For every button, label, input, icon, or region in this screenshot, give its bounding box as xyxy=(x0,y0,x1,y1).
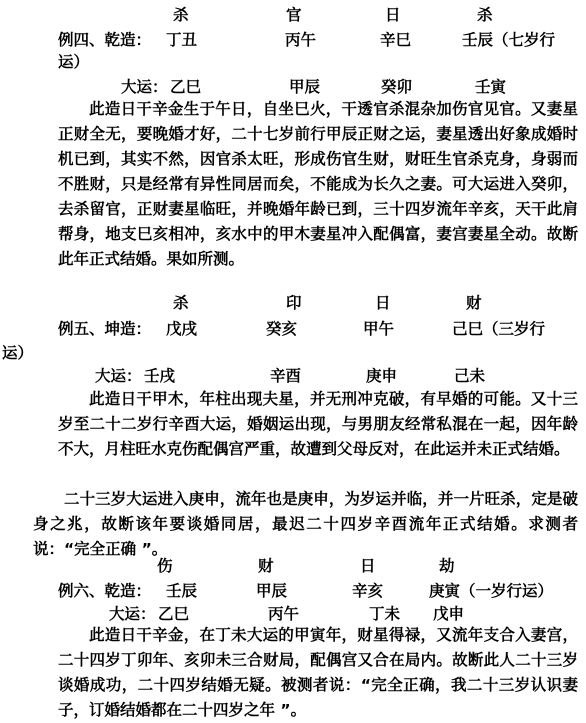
ex6-pillar-year: 壬辰 xyxy=(166,582,198,600)
ex6-pillar-month: 甲辰 xyxy=(256,582,288,600)
ex6-analysis: 此造日干辛金，在丁未大运的甲寅年，财星得禄，又流年支合入妻宫，二十四岁丁卯年、亥卯未三合财局，配偶宫又合在局内。故断此人二十三岁谈婚成功，二十四岁结婚无疑。被测者说：“完全正确，我二十三岁认识妻子，订婚结婚都在二十四岁之年 ”。 xyxy=(58,626,578,719)
ex5-analysis-2: 二十三岁大运进入庚申，流年也是庚申，为岁运并临，并一片旺杀，定是破身之兆，故断该年要谈婚同居，最迟二十四岁辛酉流年正式结婚。求测者说：“完全正确 ”。 xyxy=(33,490,578,558)
ex5-pillar-month: 癸亥 xyxy=(266,320,298,338)
ex4-tail: 运） xyxy=(58,53,90,71)
ex4-god-4: 杀 xyxy=(477,6,493,24)
ex4-dayun-3: 癸卯 xyxy=(381,78,413,96)
ex5-label: 例五、坤造： xyxy=(58,320,152,338)
ex4-dayun-1: 乙巳 xyxy=(170,78,202,96)
ex5-pillar-hour: 己巳（三岁行 xyxy=(452,320,546,338)
ex5-dayun-1: 壬戌 xyxy=(144,367,176,385)
ex6-god-4: 劫 xyxy=(439,557,455,575)
ex5-pillar-day: 甲午 xyxy=(363,320,395,338)
ex4-god-3: 日 xyxy=(385,6,401,24)
ex6-dayun-3: 丁未 xyxy=(369,605,401,623)
ex4-dayun-4: 壬寅 xyxy=(475,78,507,96)
ex5-dayun-3: 庚申 xyxy=(366,367,398,385)
ex4-pillar-day: 辛巳 xyxy=(380,31,412,49)
ex5-dayun-label: 大运： xyxy=(95,367,142,385)
ex4-god-2: 官 xyxy=(286,6,302,24)
ex6-dayun-label: 大运： xyxy=(109,605,156,623)
ex4-pillar-hour: 壬辰（七岁行 xyxy=(462,31,556,49)
ex4-god-1: 杀 xyxy=(173,6,189,24)
ex4-pillar-year: 丁丑 xyxy=(166,31,198,49)
ex5-analysis-1: 此造日干甲木，年柱出现夫星，并无刑冲克破，有早婚的可能。又十三岁至二十二岁行辛酉大运，婚姻运出现，与男朋友经常私混在一起，因年龄不大，月柱旺水克伤配偶宫严重，故遭到父母反对，在此运并未正式结婚。 xyxy=(58,390,578,458)
ex5-dayun-2: 辛酉 xyxy=(270,367,302,385)
ex5-god-2: 印 xyxy=(286,294,302,312)
ex6-label: 例六、乾造： xyxy=(58,582,152,600)
ex6-god-3: 日 xyxy=(360,557,376,575)
ex4-label: 例四、乾造： xyxy=(58,31,152,49)
ex4-dayun-label: 大运： xyxy=(121,78,168,96)
ex6-dayun-4: 戊申 xyxy=(433,605,465,623)
ex4-analysis: 此造日干辛金生于午日，自坐巳火，干透官杀混杂加伤官见官。又妻星正财全无，要晚婚才好，二十七岁前行甲辰正财之运，妻星透出好象成婚时机已到，其实不然，因官杀太旺，形成伤官生财，财旺生官杀克身，身弱而不胜财，只是经常有异性同居而矣，不能成为长久之妻。可大运进入癸卯，去杀留官，正财妻星临旺，并晚婚年龄已到，三十四岁流年辛亥，天干此肩帮身，地支巳亥相冲，亥水中的甲木妻星冲入配偶富，妻宫妻星全动。故断此年正式结婚。果如所测。 xyxy=(58,100,578,268)
ex4-pillar-month: 丙午 xyxy=(285,31,317,49)
ex5-god-3: 日 xyxy=(375,294,391,312)
ex4-dayun-2: 甲辰 xyxy=(289,78,321,96)
ex6-pillar-day: 辛亥 xyxy=(352,582,384,600)
ex5-pillar-year: 戊戌 xyxy=(166,320,198,338)
ex6-god-1: 伤 xyxy=(157,557,173,575)
ex5-dayun-4: 己未 xyxy=(454,367,486,385)
ex5-god-1: 杀 xyxy=(173,294,189,312)
ex6-pillar-hour: 庚寅（一岁行运） xyxy=(429,582,554,600)
ex5-god-4: 财 xyxy=(466,294,482,312)
ex5-tail: 运） xyxy=(2,344,34,362)
ex6-dayun-1: 乙巳 xyxy=(158,605,190,623)
ex6-god-2: 财 xyxy=(258,557,274,575)
ex6-dayun-2: 丙午 xyxy=(268,605,300,623)
